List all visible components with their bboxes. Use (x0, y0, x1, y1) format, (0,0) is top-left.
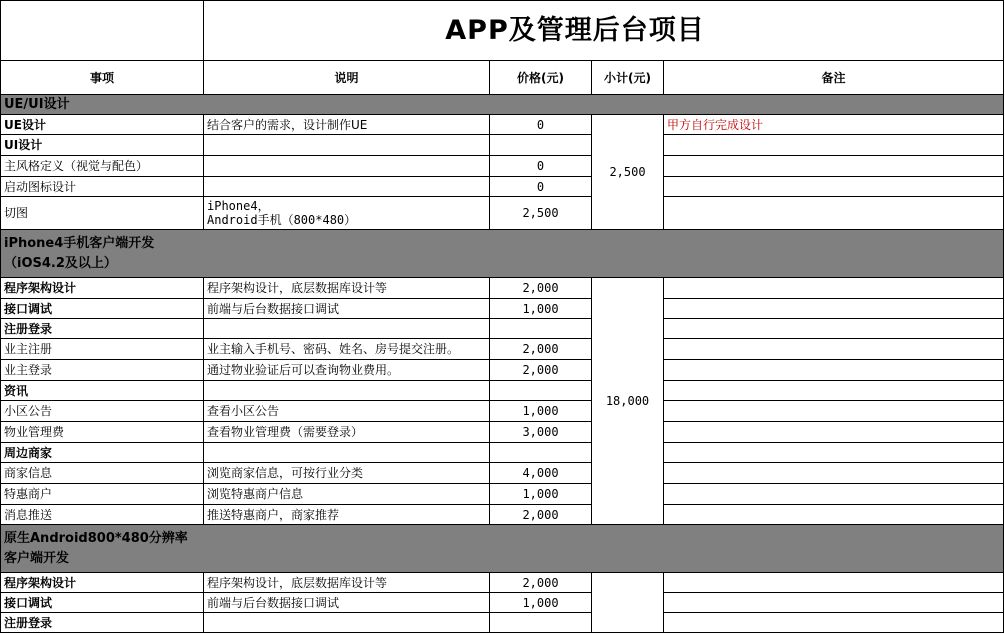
note-cell (664, 319, 1004, 339)
desc-line: Android手机（800*480） (207, 213, 357, 227)
table-row (1, 401, 1004, 422)
desc-cell: 浏览商家信息，可按行业分类 (204, 463, 490, 484)
desc-cell (204, 319, 490, 339)
table-row (1, 197, 1004, 230)
header-subtotal: 小计(元) (592, 61, 664, 95)
table-row (1, 443, 1004, 463)
item-cell: UI设计 (1, 135, 204, 156)
note-cell (664, 463, 1004, 484)
item-cell: 特惠商户 (1, 484, 204, 505)
note-cell (664, 484, 1004, 505)
table-row (1, 360, 1004, 381)
table-row (1, 299, 1004, 319)
note-cell (664, 278, 1004, 299)
desc-cell: 结合客户的需求，设计制作UE (204, 115, 490, 135)
header-price: 价格(元) (490, 61, 592, 95)
price-cell (490, 319, 592, 339)
desc-cell (204, 197, 490, 230)
table-row (1, 484, 1004, 505)
item-cell: 业主注册 (1, 339, 204, 360)
table-row (1, 115, 1004, 135)
item-cell: 启动图标设计 (1, 177, 204, 197)
table-row (1, 319, 1004, 339)
desc-cell: 程序架构设计，底层数据库设计等 (204, 573, 490, 593)
table-row (1, 573, 1004, 593)
price-cell: 2,500 (490, 197, 592, 230)
table-row (1, 156, 1004, 177)
title-row (1, 1, 1004, 61)
price-cell: 0 (490, 177, 592, 197)
desc-cell: 查看物业管理费（需要登录） (204, 422, 490, 443)
table-row (1, 135, 1004, 156)
price-cell (490, 613, 592, 633)
note-cell (664, 593, 1004, 613)
section-title: UE/UI设计 (1, 95, 1004, 115)
price-cell (490, 381, 592, 401)
price-cell: 2,000 (490, 339, 592, 360)
table-row (1, 505, 1004, 525)
desc-cell: 查看小区公告 (204, 401, 490, 422)
item-cell: 接口调试 (1, 299, 204, 319)
item-cell: 小区公告 (1, 401, 204, 422)
price-cell: 3,000 (490, 422, 592, 443)
item-cell: 注册登录 (1, 613, 204, 633)
section-row (1, 525, 1004, 573)
table-row (1, 278, 1004, 299)
price-cell: 1,000 (490, 299, 592, 319)
item-cell: 周边商家 (1, 443, 204, 463)
desc-line: iPhone4， (207, 199, 270, 213)
price-cell: 2,000 (490, 505, 592, 525)
price-cell: 2,000 (490, 360, 592, 381)
note-cell (664, 422, 1004, 443)
table-row (1, 339, 1004, 360)
note-cell (664, 177, 1004, 197)
table-row (1, 613, 1004, 633)
price-cell: 1,000 (490, 401, 592, 422)
price-cell: 0 (490, 115, 592, 135)
note-cell (664, 401, 1004, 422)
page-title: APP及管理后台项目 (204, 1, 1004, 61)
item-cell: 消息推送 (1, 505, 204, 525)
price-cell: 4,000 (490, 463, 592, 484)
desc-cell: 推送特惠商户，商家推荐 (204, 505, 490, 525)
section-title-line: （iOS4.2及以上） (4, 255, 117, 271)
item-cell: 资讯 (1, 381, 204, 401)
item-cell: 程序架构设计 (1, 278, 204, 299)
table-row (1, 593, 1004, 613)
note-cell: 甲方自行完成设计 (664, 115, 1004, 135)
header-note: 备注 (664, 61, 1004, 95)
subtotal-cell: 18,000 (592, 278, 664, 525)
price-cell: 1,000 (490, 593, 592, 613)
desc-cell: 前端与后台数据接口调试 (204, 593, 490, 613)
note-cell (664, 505, 1004, 525)
table-row (1, 381, 1004, 401)
price-cell: 1,000 (490, 484, 592, 505)
desc-cell: 程序架构设计，底层数据库设计等 (204, 278, 490, 299)
note-cell (664, 135, 1004, 156)
desc-cell: 业主输入手机号、密码、姓名、房号提交注册。 (204, 339, 490, 360)
subtotal-cell (592, 573, 664, 633)
desc-cell: 通过物业验证后可以查询物业费用。 (204, 360, 490, 381)
subtotal-cell: 2,500 (592, 115, 664, 230)
note-cell (664, 339, 1004, 360)
desc-cell (204, 135, 490, 156)
item-cell: 商家信息 (1, 463, 204, 484)
header-item: 事项 (1, 61, 204, 95)
item-cell: 注册登录 (1, 319, 204, 339)
table-row (1, 463, 1004, 484)
table-row (1, 422, 1004, 443)
desc-cell: 前端与后台数据接口调试 (204, 299, 490, 319)
price-cell: 0 (490, 156, 592, 177)
section-title-line: iPhone4手机客户端开发 (4, 235, 155, 251)
note-cell (664, 197, 1004, 230)
desc-cell (204, 381, 490, 401)
note-cell (664, 613, 1004, 633)
header-desc: 说明 (204, 61, 490, 95)
price-cell (490, 135, 592, 156)
section-title (1, 230, 1004, 278)
section-title-line: 客户端开发 (4, 550, 70, 566)
price-cell (490, 443, 592, 463)
price-cell: 2,000 (490, 278, 592, 299)
item-cell: 接口调试 (1, 593, 204, 613)
item-cell: 物业管理费 (1, 422, 204, 443)
note-cell (664, 381, 1004, 401)
section-row (1, 95, 1004, 115)
price-cell: 2,000 (490, 573, 592, 593)
header-row (1, 61, 1004, 95)
desc-cell: 浏览特惠商户信息 (204, 484, 490, 505)
title-blank-cell (1, 1, 204, 61)
note-cell (664, 573, 1004, 593)
section-title-line: 原生Android800*480分辨率 (4, 530, 188, 546)
note-cell (664, 443, 1004, 463)
table-row (1, 177, 1004, 197)
item-cell: 程序架构设计 (1, 573, 204, 593)
desc-cell (204, 177, 490, 197)
item-cell: UE设计 (1, 115, 204, 135)
item-cell: 切图 (1, 197, 204, 230)
note-cell (664, 156, 1004, 177)
note-cell (664, 299, 1004, 319)
desc-cell (204, 156, 490, 177)
section-title (1, 525, 1004, 573)
item-cell: 主风格定义（视觉与配色） (1, 156, 204, 177)
section-row (1, 230, 1004, 278)
desc-cell (204, 443, 490, 463)
note-cell (664, 360, 1004, 381)
desc-cell (204, 613, 490, 633)
item-cell: 业主登录 (1, 360, 204, 381)
